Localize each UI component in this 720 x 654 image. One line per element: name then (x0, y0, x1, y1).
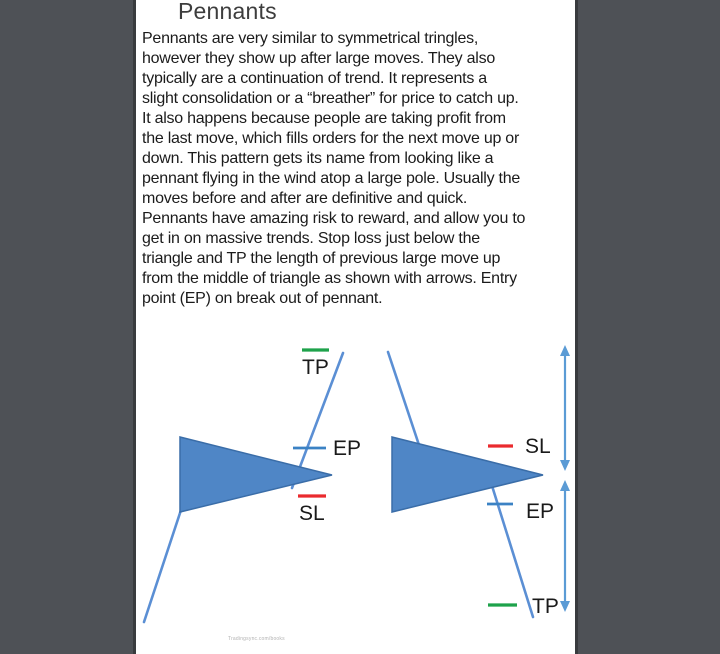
body-line: It also happens because people are taking profit from (142, 110, 506, 127)
right-pole-line (388, 352, 419, 445)
arrow-down-icon (560, 601, 570, 612)
pennant-diagrams (136, 0, 575, 654)
right-breakout-line (488, 473, 533, 617)
body-line: Pennants are very similar to symmetrical tringles, (142, 30, 479, 47)
left-pole-line (144, 510, 181, 622)
body-line: get in on massive trends. Stop loss just below the (142, 230, 480, 247)
body-line: moves before and after are definitive and quick. (142, 190, 468, 207)
left-ep-label: EP (333, 437, 362, 460)
right-sl-label: SL (525, 435, 551, 458)
right-tp-label: TP (532, 595, 559, 618)
body-line: triangle and TP the length of previous large move up (142, 250, 501, 267)
body-line: Pennants have amazing risk to reward, and allow you to (142, 210, 526, 227)
body-line: down. This pattern gets its name from looking like a (142, 150, 494, 167)
body-line: the last move, which fills orders for the next move up or (142, 130, 520, 147)
left-pennant-diagram (144, 350, 361, 622)
right-pennant-diagram (388, 345, 570, 618)
left-sl-label: SL (299, 502, 325, 525)
body-line: point (EP) on break out of pennant. (142, 290, 383, 307)
page-title: Pennants (178, 0, 277, 24)
arrow-up-icon (560, 345, 570, 356)
measure-arrow-upper (560, 345, 570, 471)
arrow-down-icon (560, 460, 570, 471)
body-line: typically are a continuation of trend. It represents a (142, 70, 487, 87)
body-line: pennant flying in the wind atop a large pole. Usually the (142, 170, 521, 187)
arrow-up-icon (560, 480, 570, 491)
measure-arrow-lower (560, 480, 570, 612)
right-pennant-triangle (392, 437, 543, 512)
footer-watermark: Tradingsync.com/books (228, 636, 285, 642)
right-ep-label: EP (526, 500, 555, 523)
document-page (136, 0, 575, 654)
body-line: slight consolidation or a “breather” for price to catch up. (142, 90, 519, 107)
left-tp-label: TP (302, 356, 329, 379)
body-line: from the middle of triangle as shown with arrows. Entry (142, 270, 517, 287)
body-line: however they show up after large moves. They also (142, 50, 495, 67)
page-right-edge-shadow (575, 0, 578, 654)
